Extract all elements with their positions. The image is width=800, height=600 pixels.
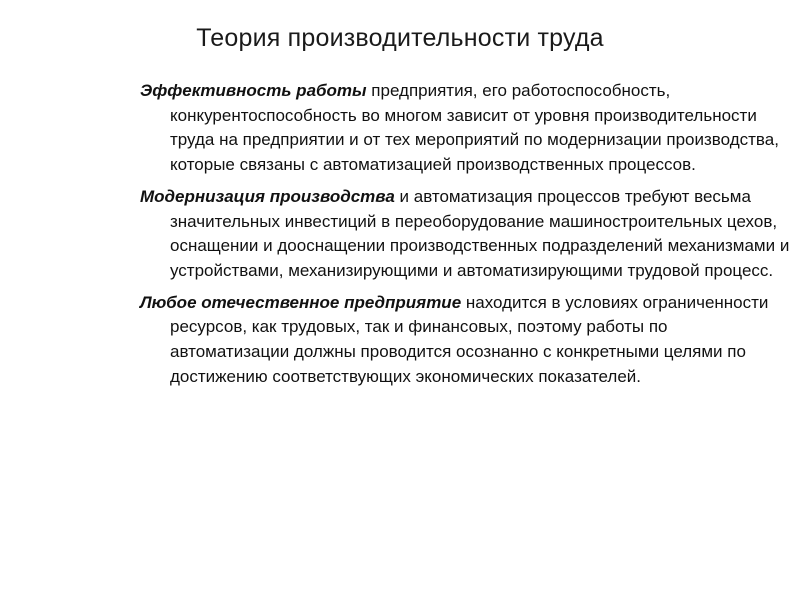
paragraph-lead: Эффективность работы xyxy=(140,81,367,100)
paragraph-enterprise xyxy=(140,291,790,390)
paragraph-efficiency xyxy=(140,79,790,178)
paragraph-modernization xyxy=(140,185,790,284)
paragraph-text: предприятия, его работоспособность, конкурентоспособность во многом зависит от уровня производительности труда на предприятии и от тех мероприятий по модернизации производства, которые связаны с автоматизацией производственных процессов. xyxy=(170,81,779,175)
paragraph-lead: Любое отечественное предприятие xyxy=(140,292,462,312)
paragraph-lead: Модернизация производства xyxy=(140,186,395,206)
paragraph-text: и автоматизация процессов требуют весьма значительных инвестиций в переоборудование машиностроительных цехов, оснащении и дооснащении производственных подразделений механизмами и устройствами, механизирующими и автоматизирующими трудовой процесс. xyxy=(170,186,790,280)
paragraph-text: находится в условиях ограниченности ресурсов, как трудовых, так и финансовых, поэтому работы по автоматизации должны проводится осознанно с конкретными целями по достижению соответствующих экономических показателей. xyxy=(170,292,769,386)
slide-title: Теория производительности труда xyxy=(196,24,604,52)
slide-body xyxy=(140,79,790,396)
